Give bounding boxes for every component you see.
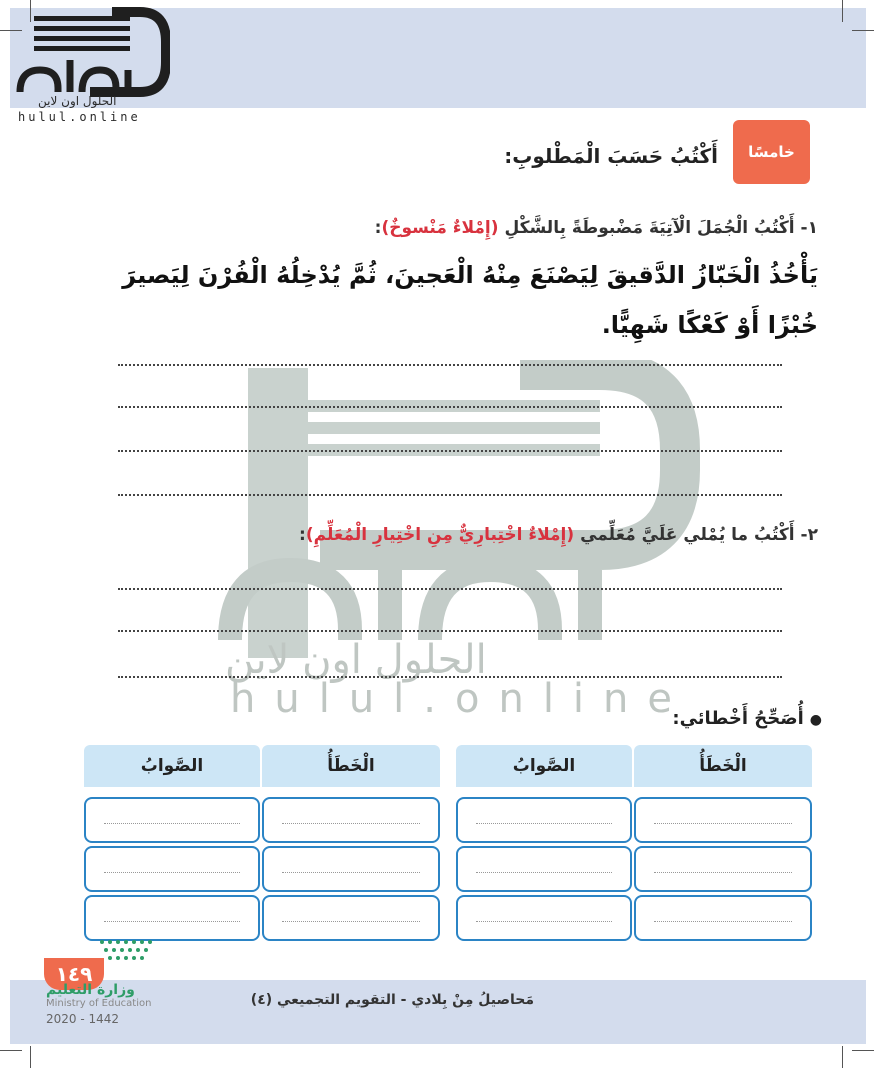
crop-mark xyxy=(30,1046,31,1068)
crop-mark xyxy=(842,0,843,22)
crop-mark xyxy=(842,1046,843,1068)
page-number: ١٤٩ xyxy=(44,958,104,990)
column-header-mistake xyxy=(634,745,812,787)
question-1-prefix: ١- أَكْتُبُ الْجُمَلَ الْآتِيَةَ مَضْبوطَةً بِالشَّكْلِ xyxy=(498,218,818,238)
answer-cell[interactable] xyxy=(634,797,812,843)
bullet-icon: ● xyxy=(809,712,822,728)
answer-cell[interactable] xyxy=(262,797,440,843)
footer-text: مَحاصيلُ مِنْ بِلادي - التقويم التجميعي (٤) xyxy=(250,992,534,1008)
question-2 xyxy=(299,525,818,545)
column-header-correct xyxy=(84,745,260,787)
academic-year: 2020 - 1442 xyxy=(46,1012,120,1026)
question-2-label: (إِمْلاءٌ اخْتِبارِيٌّ مِنِ اخْتِيارِ الْمُعَلِّمِ) xyxy=(305,525,575,545)
corrections-title-text: أُصَحِّحُ أَخْطائي: xyxy=(672,708,804,729)
answer-cell[interactable] xyxy=(84,895,260,941)
column-header-correct xyxy=(456,745,632,787)
question-1 xyxy=(375,218,818,238)
column-header-label: الصَّوابُ xyxy=(512,756,576,776)
answer-cell[interactable] xyxy=(456,846,632,892)
writing-line[interactable] xyxy=(118,494,782,496)
crop-mark xyxy=(0,1050,22,1051)
corrections-title xyxy=(672,708,822,729)
ministry-name-en: Ministry of Education xyxy=(46,998,152,1009)
column-header-label: الصَّوابُ xyxy=(140,756,204,776)
question-1-suffix: : xyxy=(374,218,382,238)
writing-line[interactable] xyxy=(118,630,782,632)
question-2-prefix: ٢- أَكْتُبُ ما يُمْلي عَلَيَّ مُعَلِّمي xyxy=(574,525,818,545)
section-badge: خامسًا xyxy=(733,120,810,184)
ministry-name: وزارة التعليم xyxy=(46,982,135,998)
writing-line[interactable] xyxy=(118,364,782,366)
crop-mark xyxy=(852,30,874,31)
logo-tagline: الحلول اون لاين xyxy=(38,94,117,108)
watermark-url: hulul.online xyxy=(230,676,692,722)
writing-line[interactable] xyxy=(118,588,782,590)
answer-cell[interactable] xyxy=(456,797,632,843)
dictation-sentence: يَأْخُذُ الْخَبّازُ الدَّقيقَ لِيَصْنَعَ مِنْهُ الْعَجينَ، ثُمَّ يُدْخِلُهُ الْفُرْنَ لِيَصيرَ خُبْزًا أَوْ كَعْكًا شَهِيًّا. xyxy=(122,261,818,339)
logo-url: hulul.online xyxy=(18,110,141,124)
column-header-label: الْخَطَأُ xyxy=(327,756,375,776)
answer-cell[interactable] xyxy=(456,895,632,941)
bottom-banner xyxy=(10,980,866,1044)
crop-mark xyxy=(852,1050,874,1051)
answer-cell[interactable] xyxy=(634,895,812,941)
answer-cell[interactable] xyxy=(262,895,440,941)
writing-line[interactable] xyxy=(118,406,782,408)
question-1-label: (إِمْلاءٌ مَنْسوخٌ) xyxy=(381,218,499,238)
writing-line[interactable] xyxy=(118,676,782,678)
answer-cell[interactable] xyxy=(84,797,260,843)
question-2-suffix: : xyxy=(299,525,306,545)
answer-cell[interactable] xyxy=(262,846,440,892)
column-header-label: الْخَطَأُ xyxy=(699,756,747,776)
answer-cell[interactable] xyxy=(634,846,812,892)
writing-line[interactable] xyxy=(118,450,782,452)
column-header-mistake xyxy=(262,745,440,787)
section-title: أَكْتُبُ حَسَبَ الْمَطْلوبِ: xyxy=(504,144,718,168)
answer-cell[interactable] xyxy=(84,846,260,892)
vision-2030-icon xyxy=(96,936,162,970)
watermark-tagline: الحلول اون لاين xyxy=(225,637,487,683)
